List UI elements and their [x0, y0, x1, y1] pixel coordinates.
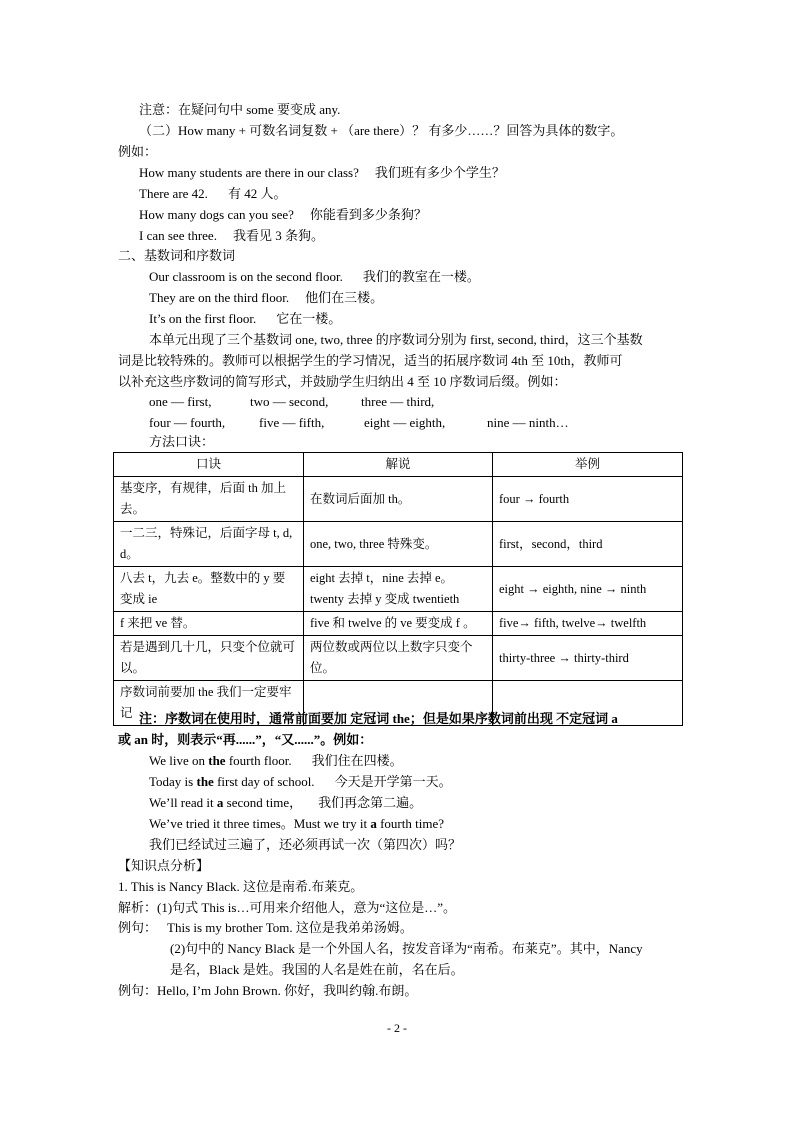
example-text: We’ve tried it three times。Must we try it	[149, 816, 371, 831]
ordinal-pair: five — fifth,	[259, 415, 325, 430]
sentence-en: Our classroom is on the second floor.	[149, 269, 343, 284]
how-many-rule: （二）How many + 可数名词复数 + （are there）？ 有多少……？回答为具体的数字。	[139, 123, 624, 138]
table-cell: f 来把 ve 替。	[114, 612, 304, 636]
note-bold	[139, 709, 618, 729]
example-text: second time，	[223, 795, 303, 810]
knowledge-example	[118, 918, 413, 938]
table-cell: eight → eighth, nine → ninth	[493, 567, 683, 612]
example-cn: 今天是开学第一天。	[334, 774, 452, 789]
note-any: 注意：在疑问句中 some 要变成 any.	[139, 102, 341, 117]
table-cell: 基变序，有规律，后面 th 加上去。	[114, 477, 304, 522]
note-bold-text: 注：序数词在使用时，通常前面要加 定冠词 the；但是如果序数词前出现 不定冠词 a	[139, 711, 618, 726]
example-cn: 我们班有多少个学生？	[374, 165, 505, 180]
table-header: 口诀	[114, 453, 304, 477]
example-cn: 我们已经试过三遍了，还必须再试一次（第四次）吗？	[149, 837, 462, 852]
ordinal-rules-table	[113, 452, 683, 726]
example-label: 例如：	[118, 144, 158, 159]
page-number: - 2 -	[387, 1021, 407, 1035]
table-cell: first，second，third	[493, 522, 683, 567]
ordinal-pair: one — first,	[149, 394, 212, 409]
table-cell: 若是遇到几十几，只变个位就可以。	[114, 636, 304, 681]
ordinal-pair: eight — eighth,	[364, 415, 446, 430]
ordinal-pairs-line	[149, 413, 569, 433]
ordinal-pair: four — fourth,	[149, 415, 226, 430]
example-en: How many dogs can you see?	[139, 207, 294, 222]
table-cell: five→ fifth, twelve→ twelfth	[493, 612, 683, 636]
example-article: a	[370, 816, 377, 831]
sentence-en: It’s on the first floor.	[149, 311, 257, 326]
example-line	[139, 226, 324, 246]
example-article: a	[216, 795, 224, 810]
example-label: 例句：	[118, 920, 158, 935]
example-text: This is my brother Tom. 这位是我弟弟汤姆。	[167, 920, 413, 935]
knowledge-explain: (2)句中的 Nancy Black 是一个外国人名，按发音译为“南希。布莱克”。其中，Nancy	[170, 941, 643, 956]
table-header: 举例	[493, 453, 683, 477]
example-en: I can see three.	[139, 228, 217, 243]
table-row	[114, 522, 683, 567]
table-cell: four → fourth	[493, 477, 683, 522]
sentence-cn: 它在一楼。	[276, 311, 342, 326]
table-cell: 在数词后面加 th。	[304, 477, 493, 522]
example-text: We’ll read it	[149, 795, 217, 810]
example-text: fourth floor.	[225, 753, 292, 768]
example-text: fourth time?	[376, 816, 444, 831]
example-text: Today is	[149, 774, 197, 789]
table-cell: thirty-three → thirty-third	[493, 636, 683, 681]
paragraph-line: 词是比较特殊的。教师可以根据学生的学习情况，适当的拓展序数词 4th 至 10th，教师可	[118, 353, 623, 368]
ordinal-pair: three — third,	[361, 394, 435, 409]
article-example	[149, 814, 444, 834]
example-cn: 有 42 人。	[227, 186, 287, 201]
table-cell: 两位数或两位以上数字只变个位。	[304, 636, 493, 681]
table-cell: one, two, three 特殊变。	[304, 522, 493, 567]
table-row	[114, 477, 683, 522]
example-article: the	[208, 753, 226, 768]
note-bold-text: 或 an 时，则表示“再......”，“又......”。例如：	[118, 732, 373, 747]
sentence-line	[149, 288, 383, 308]
example-en: There are 42.	[139, 186, 208, 201]
article-example	[149, 793, 422, 813]
article-example	[149, 772, 452, 792]
table-cell: 序数词前要加 the 我们一定要牢记	[114, 681, 304, 726]
knowledge-item: 1. This is Nancy Black. 这位是南希.布莱克。	[118, 879, 364, 894]
sentence-line	[149, 267, 480, 287]
ordinal-pairs-line	[149, 392, 434, 412]
example-line	[139, 184, 286, 204]
example-line	[139, 205, 427, 225]
example-cn: 我们再念第二遍。	[318, 795, 423, 810]
paragraph-line: 以补充这些序数词的简写形式，并鼓励学生归纳出 4 至 10 序数词后缀。例如：	[118, 374, 567, 389]
table-row	[114, 636, 683, 681]
table-cell: five 和 twelve 的 ve 要变成 f 。	[304, 612, 493, 636]
knowledge-explain: 解析：(1)句式 This is…可用来介绍他人，意为“这位是…”。	[118, 900, 456, 915]
table-row	[114, 612, 683, 636]
sentence-en: They are on the third floor.	[149, 290, 290, 305]
note-bold	[118, 730, 372, 750]
table-header-row	[114, 453, 683, 477]
example-text: first day of school.	[213, 774, 315, 789]
knowledge-title: 【知识点分析】	[118, 858, 210, 873]
example-line	[139, 163, 505, 183]
paragraph-line: 本单元出现了三个基数词 one, two, three 的序数词分别为 first, second, third，这三个基数	[149, 332, 643, 347]
example-cn: 我们住在四楼。	[311, 753, 403, 768]
example-text: We live on	[149, 753, 209, 768]
sentence-line	[149, 309, 341, 329]
example-cn: 我看见 3 条狗。	[232, 228, 324, 243]
table-row	[114, 567, 683, 612]
sentence-cn: 他们在三楼。	[305, 290, 384, 305]
method-label: 方法口诀：	[149, 434, 215, 449]
example-article: the	[196, 774, 214, 789]
table-cell: 一二三，特殊记，后面字母 t, d, d。	[114, 522, 304, 567]
knowledge-explain: 是名，Black 是姓。我国的人名是姓在前，名在后。	[170, 962, 464, 977]
example-cn: 你能看到多少条狗？	[309, 207, 427, 222]
sentence-cn: 我们的教室在一楼。	[362, 269, 480, 284]
ordinal-pair: nine — ninth…	[487, 415, 569, 430]
example-en: How many students are there in our class?	[139, 165, 359, 180]
table-header: 解说	[304, 453, 493, 477]
article-example	[149, 751, 403, 771]
ordinal-pair: two — second,	[250, 394, 329, 409]
section-title: 二、基数词和序数词	[118, 248, 236, 263]
knowledge-example: 例句：Hello, I’m John Brown. 你好，我叫约翰.布朗。	[118, 983, 418, 998]
table-cell: 八去 t，九去 e。整数中的 y 要变成 ie	[114, 567, 304, 612]
table-cell: eight 去掉 t，nine 去掉 e。twenty 去掉 y 变成 twentieth	[304, 567, 493, 612]
